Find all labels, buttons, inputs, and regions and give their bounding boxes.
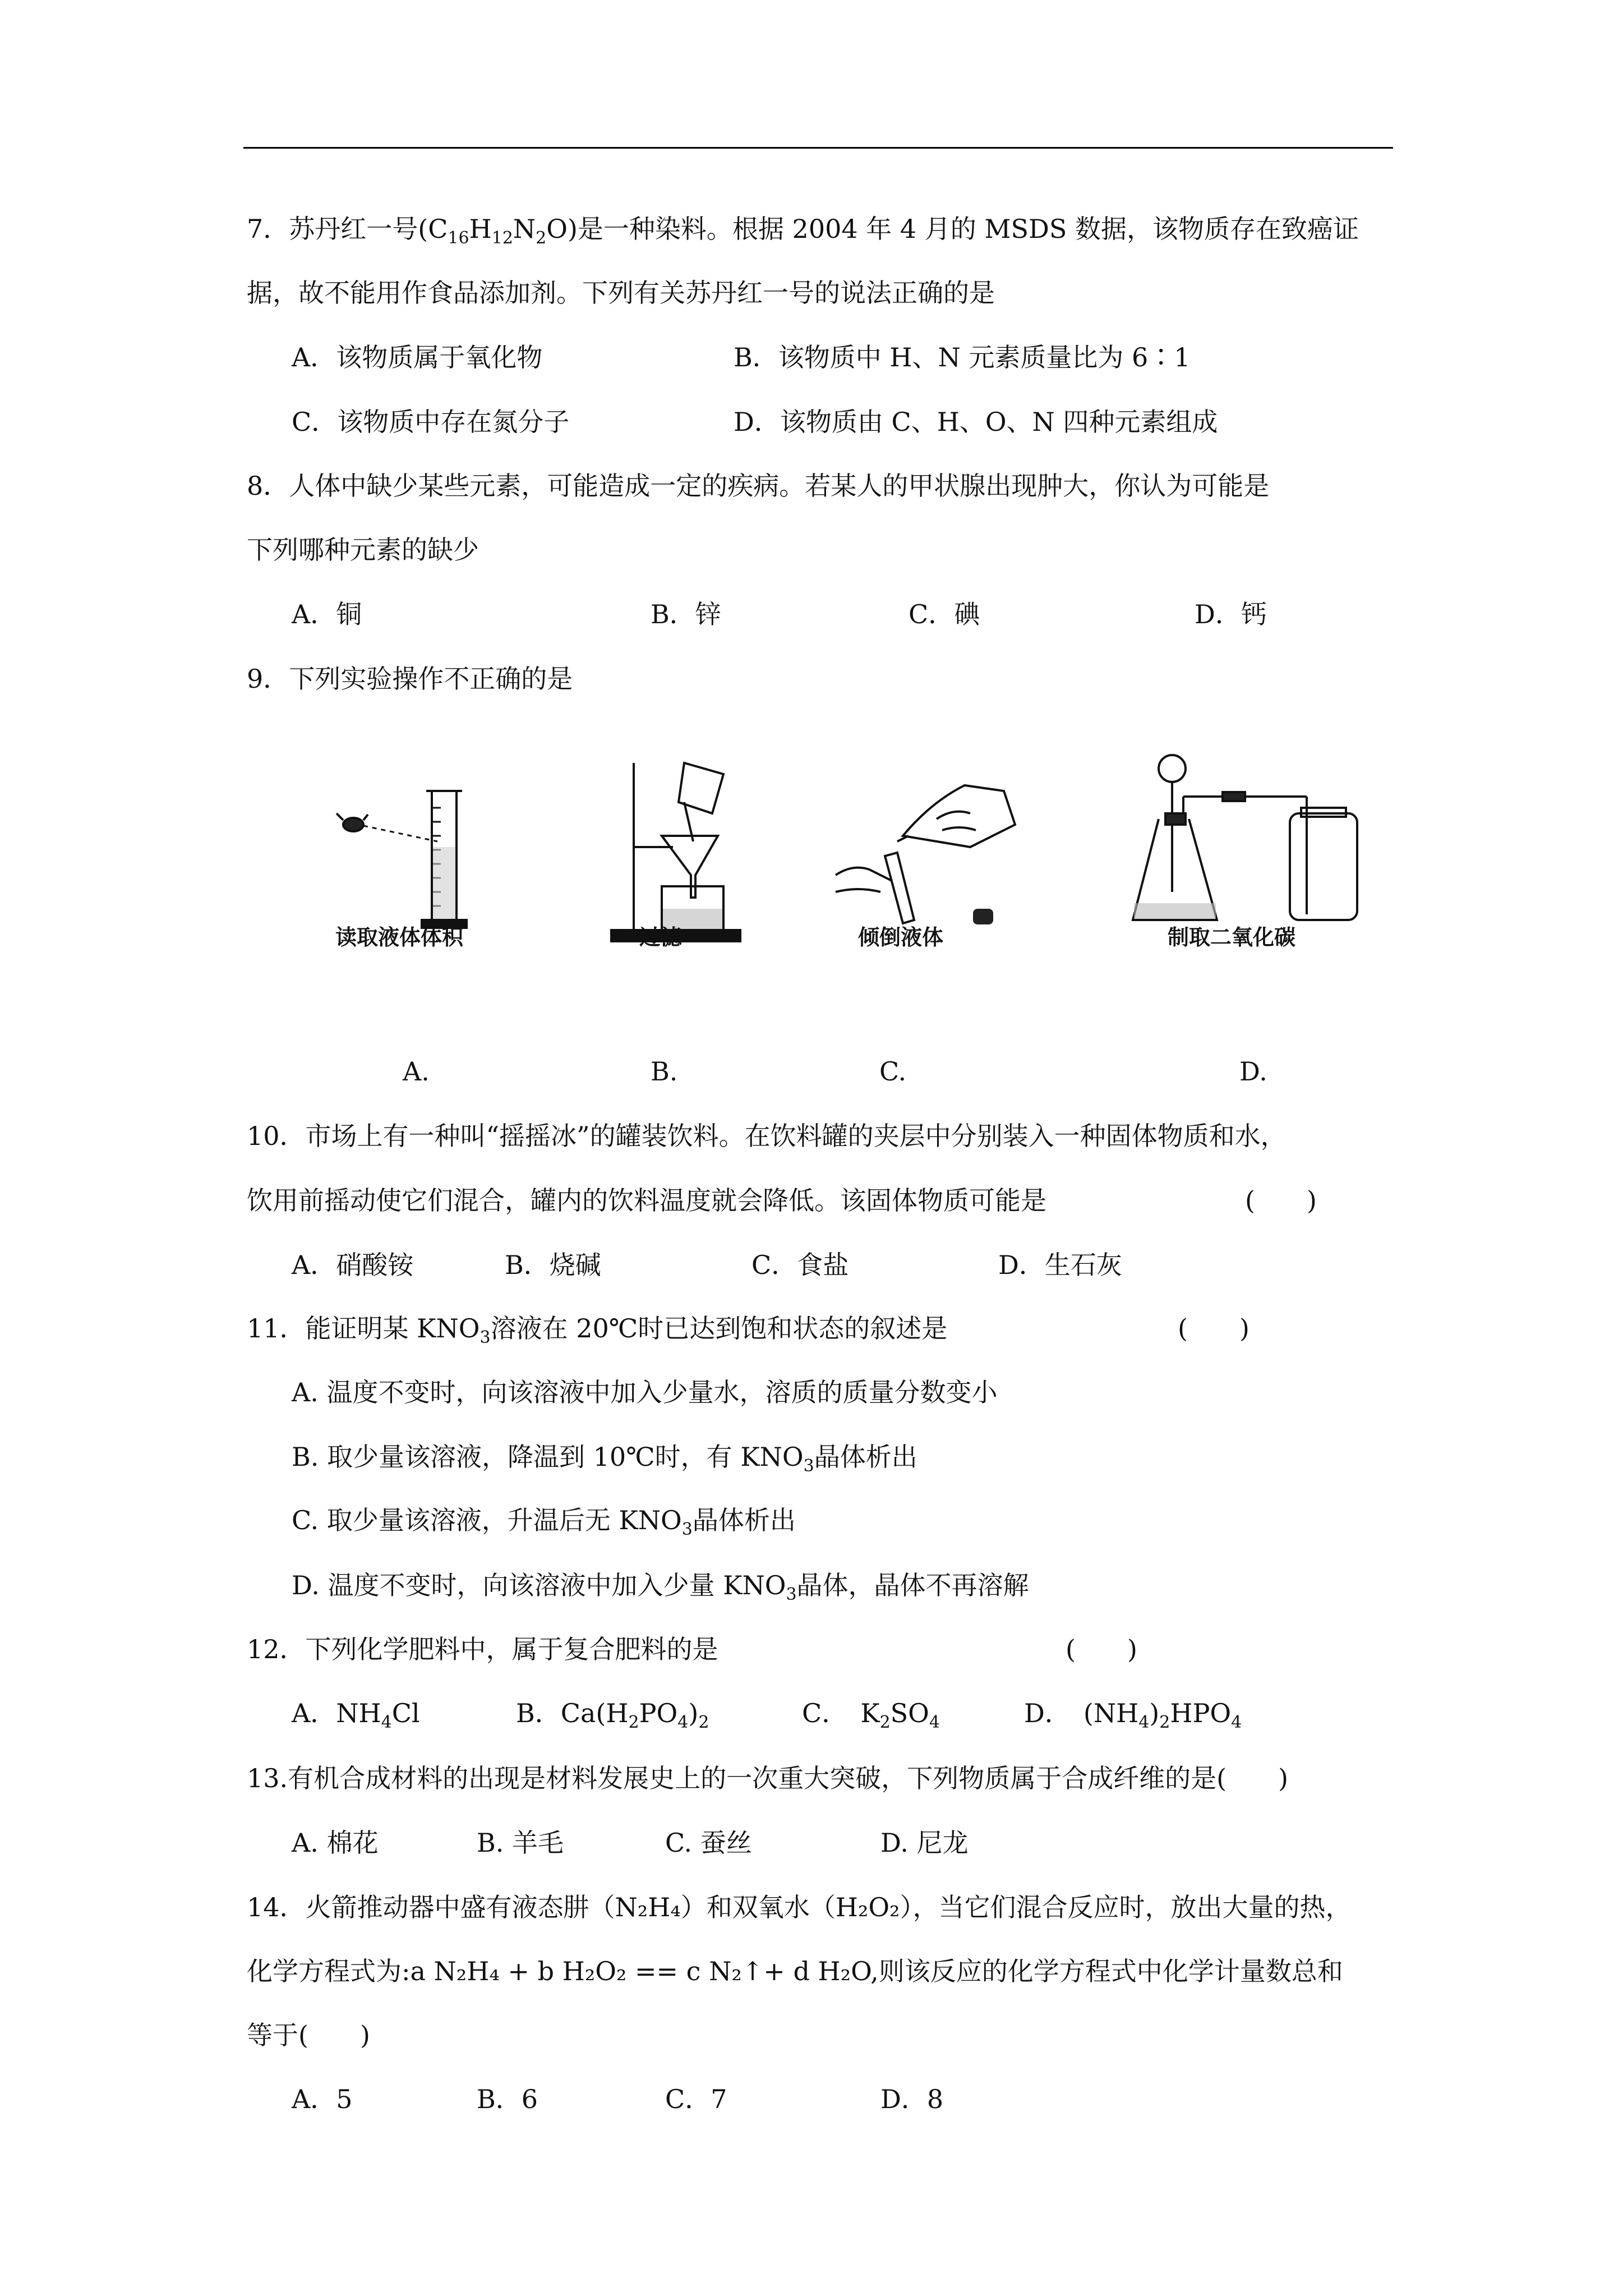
q8-option-b: B．锌 — [651, 599, 721, 629]
q9-stem: 9．下列实验操作不正确的是 — [247, 664, 573, 694]
q12-option-a: A．$NH_4Cl$ — [292, 1698, 420, 1732]
q13-option-b: B. 羊毛 — [477, 1828, 564, 1858]
q14-stem-line3: 等于( ) — [247, 2020, 370, 2050]
q10-option-a: A．硝酸铵 — [292, 1250, 414, 1280]
q9-option-d: D. — [1239, 1056, 1267, 1087]
q12-stem: 12．下列化学肥料中，属于复合肥料的是 — [247, 1634, 718, 1664]
filtration-illustration — [600, 752, 768, 965]
q13-option-c: C. 蚕丝 — [665, 1828, 752, 1858]
q12-option-d: D． $(NH_4)_2HPO_4$ — [1024, 1698, 1242, 1732]
q11-option-c: C. 取少量该溶液，升温后无 $KNO_3$晶体析出 — [292, 1505, 796, 1539]
q10-option-c: C．食盐 — [751, 1250, 849, 1280]
q9-option-a: A. — [403, 1056, 430, 1087]
q12-answer-paren: ( ) — [1066, 1634, 1137, 1664]
q8-option-a: A．铜 — [292, 599, 362, 629]
q8-stem-line2: 下列哪种元素的缺少 — [247, 535, 479, 565]
q11-answer-paren: ( ) — [1178, 1313, 1249, 1343]
q10-option-d: D．生石灰 — [998, 1250, 1122, 1280]
q11-option-b: B. 取少量该溶液，降温到 10℃时，有 $KNO_3$晶体析出 — [292, 1442, 917, 1476]
q9-option-c: C. — [879, 1056, 907, 1087]
q7-option-a: A．该物质属于氧化物 — [292, 342, 543, 372]
q14-option-b: B．6 — [477, 2084, 538, 2114]
figure-caption-c: 倾倒液体 — [858, 925, 944, 950]
q14-option-a: A．5 — [292, 2084, 353, 2114]
q11-stem: 11．能证明某 $KNO_3$溶液在 20℃时已达到饱和状态的叙述是 — [247, 1313, 948, 1347]
q11-option-a: A. 温度不变时，向该溶液中加入少量水，溶质的质量分数变小 — [292, 1377, 998, 1407]
q7-stem-line1: 7．苏丹红一号$(C_{16}H_{12}N_2O)$是一种染料。根据 2004 年 4 月的 MSDS 数据，该物质存在致癌证 — [247, 214, 1359, 248]
q13-option-d: D. 尼龙 — [880, 1828, 969, 1858]
figure-caption-b: 过滤 — [639, 925, 683, 950]
q14-option-c: C．7 — [665, 2084, 727, 2114]
figure-caption-a: 读取液体体积 — [335, 925, 464, 950]
q10-answer-paren: ( ) — [1245, 1185, 1317, 1216]
q14-stem-line1: 14．火箭推动器中盛有液态肼（N₂H₄）和双氧水（H₂O₂），当它们混合反应时，放出大量的热， — [247, 1892, 1352, 1922]
q7-option-d: D．该物质由 C、H、O、N 四种元素组成 — [734, 407, 1218, 437]
q10-stem-line1: 10．市场上有一种叫“摇摇冰”的罐装饮料。在饮料罐的夹层中分别装入一种固体物质和水， — [247, 1121, 1287, 1151]
q13-stem: 13.有机合成材料的出现是材料发展史上的一次重大突破，下列物质属于合成纤维的是( ) — [247, 1763, 1289, 1793]
q12-option-c: C． $K_2SO_4$ — [802, 1698, 940, 1732]
q7-option-b: B．该物质中 H、N 元素质量比为 6∶1 — [734, 342, 1191, 372]
q8-option-d: D．钙 — [1195, 599, 1267, 629]
q9-option-b: B. — [651, 1056, 678, 1087]
q10-stem-line2: 饮用前摇动使它们混合，罐内的饮料温度就会降低。该固体物质可能是 — [247, 1185, 1046, 1216]
q7-option-c: C．该物质中存在氮分子 — [292, 407, 570, 437]
q8-option-c: C．碘 — [909, 599, 980, 629]
header-rule — [243, 147, 1393, 149]
q14-option-d: D．8 — [880, 2084, 944, 2114]
q7-stem-line2: 据，故不能用作食品添加剂。下列有关苏丹红一号的说法正确的是 — [247, 278, 995, 308]
q12-option-b: B．$Ca(H_2PO_4)_2$ — [516, 1698, 709, 1732]
q14-stem-line2: 化学方程式为:a N₂H₄ + b H₂O₂ == c N₂↑+ d H₂O,则该反应的化学方程式中化学计量数总和 — [247, 1956, 1343, 1986]
q8-stem-line1: 8．人体中缺少某些元素，可能造成一定的疾病。若某人的甲状腺出现肿大，你认为可能是 — [247, 471, 1270, 501]
figure-caption-d: 制取二氧化碳 — [1168, 925, 1296, 950]
q10-option-b: B．烧碱 — [505, 1250, 601, 1280]
q13-option-a: A. 棉花 — [292, 1828, 379, 1858]
q11-option-d: D. 温度不变时，向该溶液中加入少量 $KNO_3$晶体，晶体不再溶解 — [292, 1570, 1029, 1604]
